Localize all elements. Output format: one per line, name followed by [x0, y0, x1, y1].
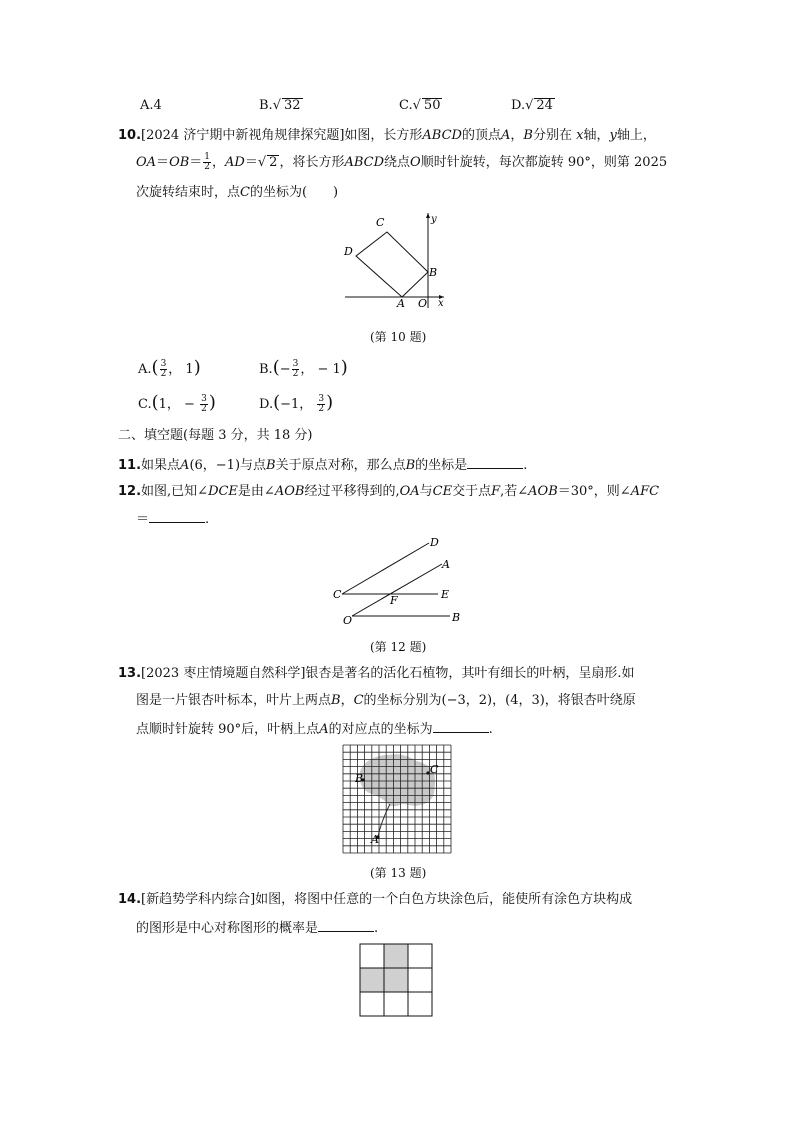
text: ， — [212, 155, 226, 170]
math-var: F — [491, 484, 501, 499]
q12-line2 — [136, 510, 209, 528]
shaded-cell — [384, 944, 408, 968]
q13-line3 — [136, 720, 493, 738]
paren-open: ( — [151, 357, 159, 378]
text: ， — [340, 693, 354, 708]
option-label: D. — [511, 98, 526, 113]
option-label: C. — [399, 98, 413, 113]
answer-blank[interactable] — [149, 510, 205, 523]
text: ， — [510, 128, 524, 143]
option-label: B. — [259, 98, 273, 113]
text: [2024 济宁期中新视角规律探究题]如图，长方形 — [141, 128, 423, 143]
label-c: C — [376, 216, 385, 229]
q10-option-a — [138, 356, 201, 382]
label-b: B — [355, 772, 364, 785]
figure-caption: (第 12 题) — [370, 640, 427, 654]
label-d: D — [344, 245, 353, 258]
text: 的顶点 — [461, 128, 501, 143]
q14-figure — [359, 943, 433, 1017]
question-number: 10. — [118, 128, 142, 143]
math-var: OA — [136, 155, 157, 170]
math-var: B — [405, 458, 416, 473]
denominator: 2 — [318, 404, 325, 414]
q10-line2 — [136, 153, 667, 173]
text: [2023 枣庄情境题自然科学]银杏是著名的活化石植物，其叶有细长的叶柄，呈扇形.如 — [141, 666, 635, 681]
fraction — [200, 395, 208, 414]
option-label: A. — [138, 362, 152, 377]
shaded-cell — [384, 968, 408, 992]
label-o: O — [418, 297, 428, 310]
q9-option-a — [140, 98, 162, 114]
q10-line3 — [136, 185, 338, 201]
text: 的坐标分别为(−3，2)，(4，3)，将银杏叶绕原 — [363, 693, 636, 708]
text: (6，−1)与点 — [189, 458, 267, 473]
text: ,若∠ — [500, 484, 529, 499]
q9-option-d — [511, 98, 555, 114]
math-var: OA — [399, 484, 420, 499]
sqrt-icon: √ — [412, 98, 421, 113]
text: [新趋势学科内综合]如图，将图中任意的一个白色方块涂色后，能使所有涂色方块构成 — [141, 892, 633, 907]
label-c: C — [430, 763, 439, 776]
math-var: CE — [432, 484, 453, 499]
q12-figure — [330, 534, 470, 628]
question-number: 14. — [118, 892, 142, 907]
text: − — [279, 362, 291, 377]
text: 交于点 — [452, 484, 492, 499]
q10-option-c — [138, 391, 216, 417]
text: 的对应点的坐标为 — [328, 722, 433, 737]
text: 图是一片银杏叶标本，叶片上两点 — [136, 693, 332, 708]
math-var: B — [523, 128, 533, 143]
q9-option-b — [259, 98, 303, 114]
paren-close: ) — [340, 357, 348, 378]
answer-blank[interactable] — [433, 720, 489, 733]
text: 顺时针旋转，每次都旋转 90°，则第 2025 — [420, 155, 668, 170]
q10-line1 — [118, 128, 656, 144]
ray-cd — [342, 543, 429, 594]
q12-line1 — [118, 484, 659, 500]
text: ＝ — [244, 155, 258, 170]
text: . — [488, 722, 493, 737]
paren-open: ( — [151, 392, 159, 413]
answer-blank[interactable] — [318, 919, 374, 932]
text: ＝ — [156, 155, 170, 170]
ginkgo-leaf — [360, 754, 435, 806]
paren-open: ( — [273, 392, 281, 413]
fraction — [292, 360, 300, 379]
option-value: 32 — [283, 98, 301, 113]
math-var: OB — [169, 155, 190, 170]
math-var: A — [180, 458, 190, 473]
shaded-cell — [360, 968, 384, 992]
label-a: A — [371, 833, 379, 846]
paren-close: ) — [326, 392, 334, 413]
math-var: A — [319, 722, 329, 737]
math-var: ABCD — [422, 128, 462, 143]
label-a: A — [442, 558, 450, 571]
text: 的坐标为( ) — [249, 185, 339, 200]
text: −1， — [280, 397, 317, 412]
question-number: 12. — [118, 484, 142, 499]
text: 经过平移得到的, — [304, 484, 400, 499]
q11 — [118, 456, 527, 474]
numerator: 3 — [201, 394, 207, 404]
option-label: D. — [259, 397, 274, 412]
q13-figure — [342, 744, 452, 854]
figure-caption: (第 13 题) — [370, 866, 427, 880]
sqrt-icon: √ — [272, 98, 281, 113]
text: 分别在 — [532, 128, 572, 143]
figure-caption: (第 10 题) — [370, 330, 427, 344]
math-var: x — [576, 128, 584, 143]
paren-close: ) — [208, 392, 216, 413]
ray-oa — [352, 564, 442, 616]
numerator: 1 — [204, 152, 211, 162]
text: 1， − — [158, 397, 200, 412]
math-var: C — [240, 185, 250, 200]
text: 次旋转结束时，点 — [136, 185, 241, 200]
math-var: AFC — [630, 484, 660, 499]
math-var: AOB — [528, 484, 558, 499]
option-label: A. — [140, 98, 154, 113]
q14-line2 — [136, 919, 378, 937]
math-var: O — [410, 155, 421, 170]
paren-close: ) — [193, 357, 201, 378]
sqrt-icon: √ — [525, 98, 534, 113]
text: ＝30°，则∠ — [557, 484, 631, 499]
denominator: 2 — [201, 404, 207, 414]
text: 是由∠ — [237, 484, 275, 499]
text: . — [523, 458, 528, 473]
fraction — [203, 153, 211, 172]
text: 轴， — [583, 128, 610, 143]
text: 的坐标是 — [415, 458, 468, 473]
text: 如图,已知∠ — [141, 484, 209, 499]
math-var: y — [609, 128, 617, 143]
text: 点顺时针旋转 90°后，叶柄上点 — [136, 722, 320, 737]
text: . — [205, 512, 210, 527]
text: 绕点 — [384, 155, 411, 170]
ginkgo-stem — [378, 804, 390, 837]
numerator: 3 — [318, 394, 325, 404]
text: 关于原点对称，那么点 — [275, 458, 406, 473]
label-y: y — [431, 214, 437, 225]
numerator: 3 — [160, 359, 167, 369]
fraction — [160, 360, 168, 379]
option-value: 4 — [153, 98, 162, 113]
sqrt-icon: √ — [257, 155, 267, 170]
option-value: 24 — [536, 98, 553, 113]
q10-option-d — [259, 391, 333, 417]
option-value: 50 — [423, 98, 441, 113]
label-o: O — [343, 614, 353, 627]
math-var: DCE — [208, 484, 238, 499]
denominator: 2 — [204, 162, 211, 172]
label-a: A — [397, 297, 405, 310]
label-d: D — [430, 536, 439, 549]
question-number: 13. — [118, 666, 142, 681]
text: ， − 1 — [300, 362, 341, 377]
sqrt-value: 2 — [269, 155, 278, 170]
math-var: AD — [225, 155, 245, 170]
denominator: 2 — [292, 369, 299, 379]
q10-option-b — [259, 356, 348, 382]
q14-line1 — [118, 892, 632, 908]
section-heading: 二、填空题(每题 3 分，共 18 分) — [118, 428, 313, 443]
math-var: B — [331, 693, 341, 708]
text: ，将长方形 — [279, 155, 345, 170]
label-c: C — [333, 588, 342, 601]
label-b: B — [429, 266, 438, 279]
y-axis-arrow-icon — [426, 213, 430, 218]
text: ＝ — [136, 512, 150, 527]
text: 轴上， — [616, 128, 656, 143]
label-b: B — [452, 611, 461, 624]
answer-blank[interactable] — [467, 456, 523, 469]
text: ， 1 — [168, 362, 194, 377]
label-f: F — [390, 594, 398, 607]
text: 的图形是中心对称图形的概率是 — [136, 921, 319, 936]
q13-line1 — [118, 666, 635, 682]
question-number: 11. — [118, 458, 142, 473]
q10-figure — [340, 210, 450, 310]
label-e: E — [441, 588, 450, 601]
option-label: C. — [138, 397, 152, 412]
math-var: AOB — [274, 484, 305, 499]
text: . — [374, 921, 379, 936]
denominator: 2 — [160, 369, 167, 379]
paren-open: ( — [272, 357, 280, 378]
label-x: x — [438, 298, 444, 309]
math-var: A — [500, 128, 511, 143]
text: ＝ — [189, 155, 203, 170]
numerator: 3 — [292, 359, 299, 369]
math-var: ABCD — [344, 155, 385, 170]
text: 与 — [419, 484, 433, 499]
fraction — [317, 395, 325, 414]
rectangle-abcd — [356, 232, 428, 297]
option-label: B. — [259, 362, 273, 377]
text: 如果点 — [141, 458, 181, 473]
q9-option-c — [399, 98, 442, 114]
q13-line2 — [136, 693, 636, 709]
math-var: C — [353, 693, 364, 708]
math-var: B — [266, 458, 276, 473]
